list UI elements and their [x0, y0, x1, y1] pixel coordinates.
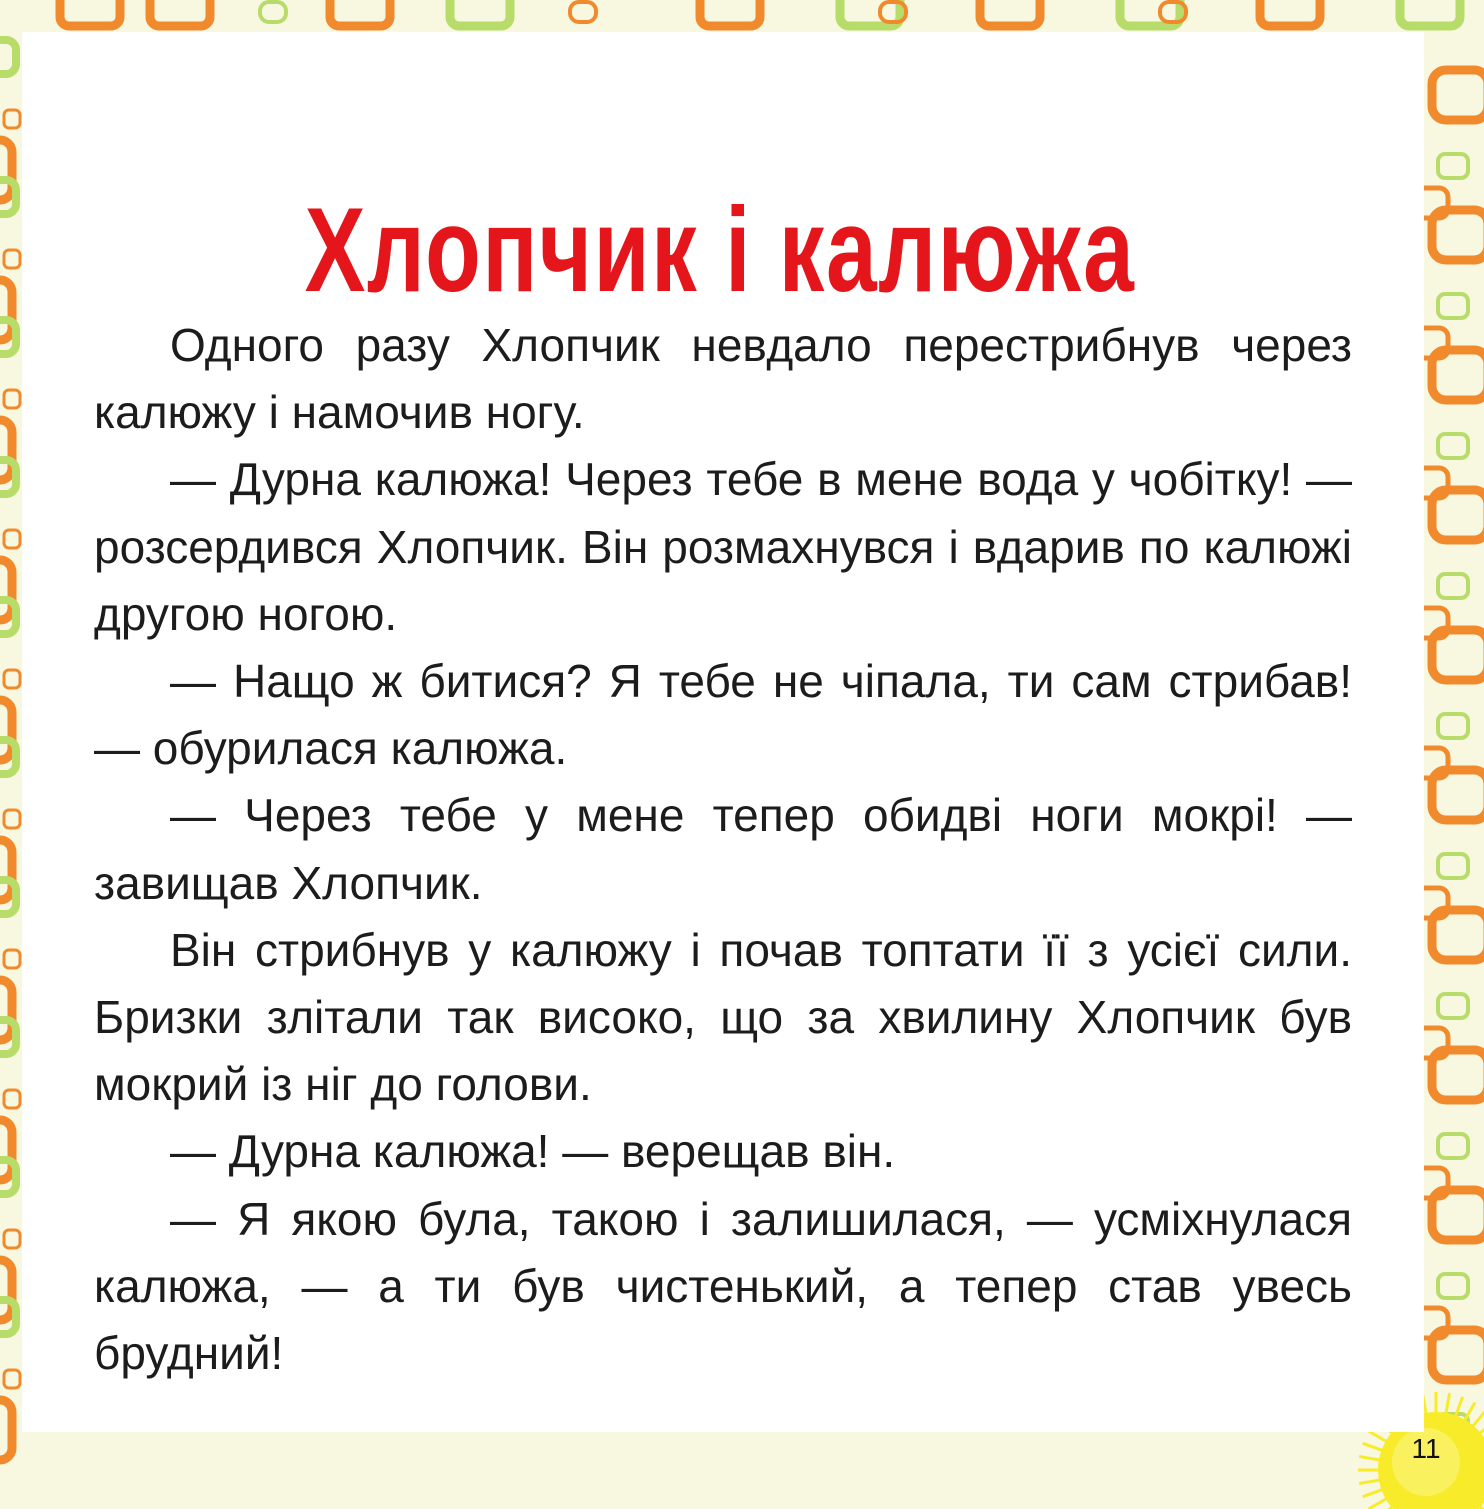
border-shape [610, 1456, 662, 1492]
border-shape [1438, 574, 1468, 598]
border-shape [1432, 70, 1484, 120]
border-shape [1438, 1274, 1468, 1298]
border-shape [0, 840, 12, 900]
sun-ray [1363, 1489, 1384, 1497]
border-shape [0, 1400, 12, 1460]
border-shape [4, 950, 20, 968]
sun-ray [1368, 1498, 1387, 1509]
border-shape [1268, 1466, 1292, 1484]
story-paragraph: — Нащо ж битися? Я тебе не чіпала, ти сам стрибав! — обурилася калюжа. [94, 655, 1352, 775]
border-shape [260, 2, 286, 22]
sun-ray [1472, 1410, 1484, 1427]
border-shape [4, 530, 20, 548]
border-shape [0, 1120, 12, 1180]
border-shape [988, 1466, 1012, 1484]
border-shape [150, 0, 210, 26]
border-shape [1438, 854, 1468, 878]
border-shape [1438, 994, 1468, 1018]
border-shape [0, 1260, 12, 1320]
border-shape [4, 1370, 20, 1388]
border-shape [700, 0, 760, 26]
border-shape [790, 1452, 828, 1478]
border-shape [0, 560, 12, 620]
border-shape [1158, 1456, 1210, 1492]
border-shape [48, 1456, 100, 1492]
border-shape [235, 1452, 273, 1478]
border-shape [4, 1090, 20, 1108]
border-shape [1438, 294, 1468, 318]
border-shape [708, 1466, 732, 1484]
border-shape [330, 0, 390, 26]
border-shape [0, 140, 12, 200]
story-paragraph: — Дурна калюжа! Через тебе в мене вода у чобітку! — розсердився Хлопчик. Він розмахнувся і вдарив по калюжі другою ногою. [94, 453, 1352, 640]
border-shape [1438, 1134, 1468, 1158]
border-shape [888, 1456, 940, 1492]
border-shape [155, 1466, 179, 1484]
border-shape [0, 980, 12, 1040]
border-shape [980, 0, 1040, 26]
border-shape [0, 40, 16, 74]
border-shape [512, 1452, 550, 1478]
sun-ray [1359, 1456, 1381, 1460]
border-shape [1438, 154, 1468, 178]
border-shape [4, 670, 20, 688]
border-shape [0, 420, 12, 480]
sun-ray [1446, 1393, 1450, 1415]
border-shape [1438, 434, 1468, 458]
border-shape [1438, 714, 1468, 738]
story-paragraph: — Я якою була, такою і залишилася, — усміхнулася калюжа, — а ти був чистенький, а тепер став увесь брудний! [94, 1192, 1352, 1380]
border-shape [4, 390, 20, 408]
sun-ray [1359, 1480, 1381, 1484]
story-paragraph: Він стрибнув у калюжу і почав топтати її з усієї сили. Бризки злітали так високо, що за хвилину Хлопчик був мокрий із ніг до голови. [94, 923, 1352, 1111]
border-shape [4, 250, 20, 268]
border-shape [0, 280, 12, 340]
story-body [94, 312, 1352, 1387]
border-shape [570, 2, 596, 22]
story-paragraph: Одного разу Хлопчик невдало перестрибнув через калюжу і намочив ногу. [94, 319, 1352, 439]
border-shape [338, 1456, 390, 1492]
border-shape [4, 1230, 20, 1248]
border-shape [4, 810, 20, 828]
border-shape [450, 0, 510, 26]
border-shape [60, 0, 120, 26]
story-title: Хлопчик і калюжа [304, 183, 1136, 318]
border-shape [4, 110, 20, 128]
story-paragraph: — Через тебе у мене тепер обидві ноги мокрі! — завищав Хлопчик. [94, 789, 1352, 909]
border-shape [1400, 0, 1460, 26]
sun-ray [1363, 1443, 1384, 1451]
story-paragraph: — Дурна калюжа! — верещав він. [170, 1125, 896, 1178]
page-number: 11 [1411, 1433, 1441, 1464]
border-shape [1065, 1452, 1103, 1478]
border-shape [0, 700, 12, 760]
sun-ray [1368, 1431, 1387, 1442]
border-shape [438, 1466, 462, 1484]
border-shape [1260, 0, 1320, 26]
